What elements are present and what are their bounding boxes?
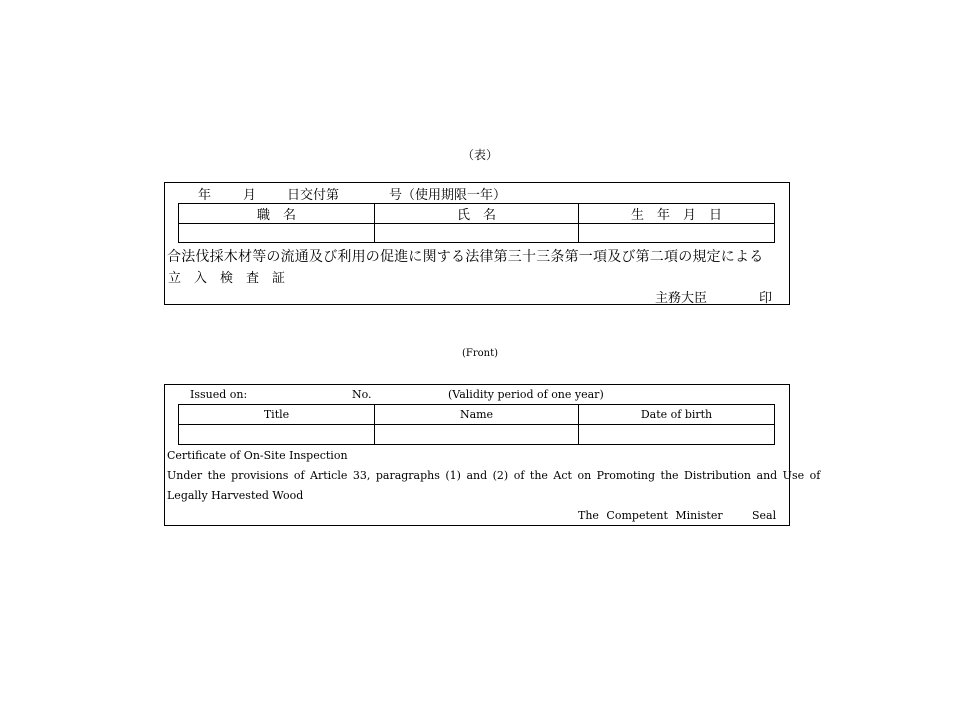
front-caption-en: (Front)	[461, 348, 498, 359]
certificate-form-en	[164, 384, 821, 526]
law-text-jp: 合法伐採木材等の流通及び利用の促進に関する法律第三十三条第一項及び第二項の規定による	[167, 249, 764, 265]
title-cell-jp	[179, 224, 375, 243]
name-header-jp: 氏 名	[375, 204, 579, 224]
certificate-form-jp	[164, 182, 790, 305]
certificate-title-jp: 立入検査証	[168, 271, 299, 286]
birthdate-header-jp: 生 年 月 日	[579, 204, 775, 224]
seal-label-en: Seal	[752, 509, 777, 522]
birthdate-header-en: Date of birth	[579, 405, 775, 425]
month-label: 月	[243, 188, 257, 203]
title-cell-en	[179, 425, 375, 445]
birthdate-cell-jp	[579, 224, 775, 243]
year-label: 年	[198, 188, 212, 203]
number-validity-label: 号（使用期限一年）	[389, 188, 507, 203]
birthdate-cell-en	[579, 425, 775, 445]
personal-info-table-jp	[178, 203, 775, 243]
validity-label: (Validity period of one year)	[448, 388, 604, 401]
personal-info-table-en	[178, 404, 775, 445]
minister-label-jp: 主務大臣	[655, 291, 708, 306]
name-cell-en	[375, 425, 579, 445]
title-header-jp: 職 名	[179, 204, 375, 224]
minister-label-en: The Competent Minister	[578, 509, 723, 522]
law-text-en-line2: Legally Harvested Wood	[167, 489, 304, 502]
title-header-en: Title	[179, 405, 375, 425]
number-label: No.	[352, 388, 372, 401]
certificate-title-en: Certificate of On-Site Inspection	[167, 449, 348, 462]
front-caption-jp: （表）	[461, 148, 498, 162]
issue-header-jp	[198, 184, 211, 203]
issued-on-label: Issued on:	[190, 388, 248, 401]
seal-label-jp: 印	[759, 291, 773, 306]
name-cell-jp	[375, 224, 579, 243]
name-header-en: Name	[375, 405, 579, 425]
day-issued-label: 日交付第	[287, 188, 340, 203]
law-text-en-line1: Under the provisions of Article 33, paragraphs (1) and (2) of the Act on Promoting the Distribution and Use of	[167, 469, 821, 482]
